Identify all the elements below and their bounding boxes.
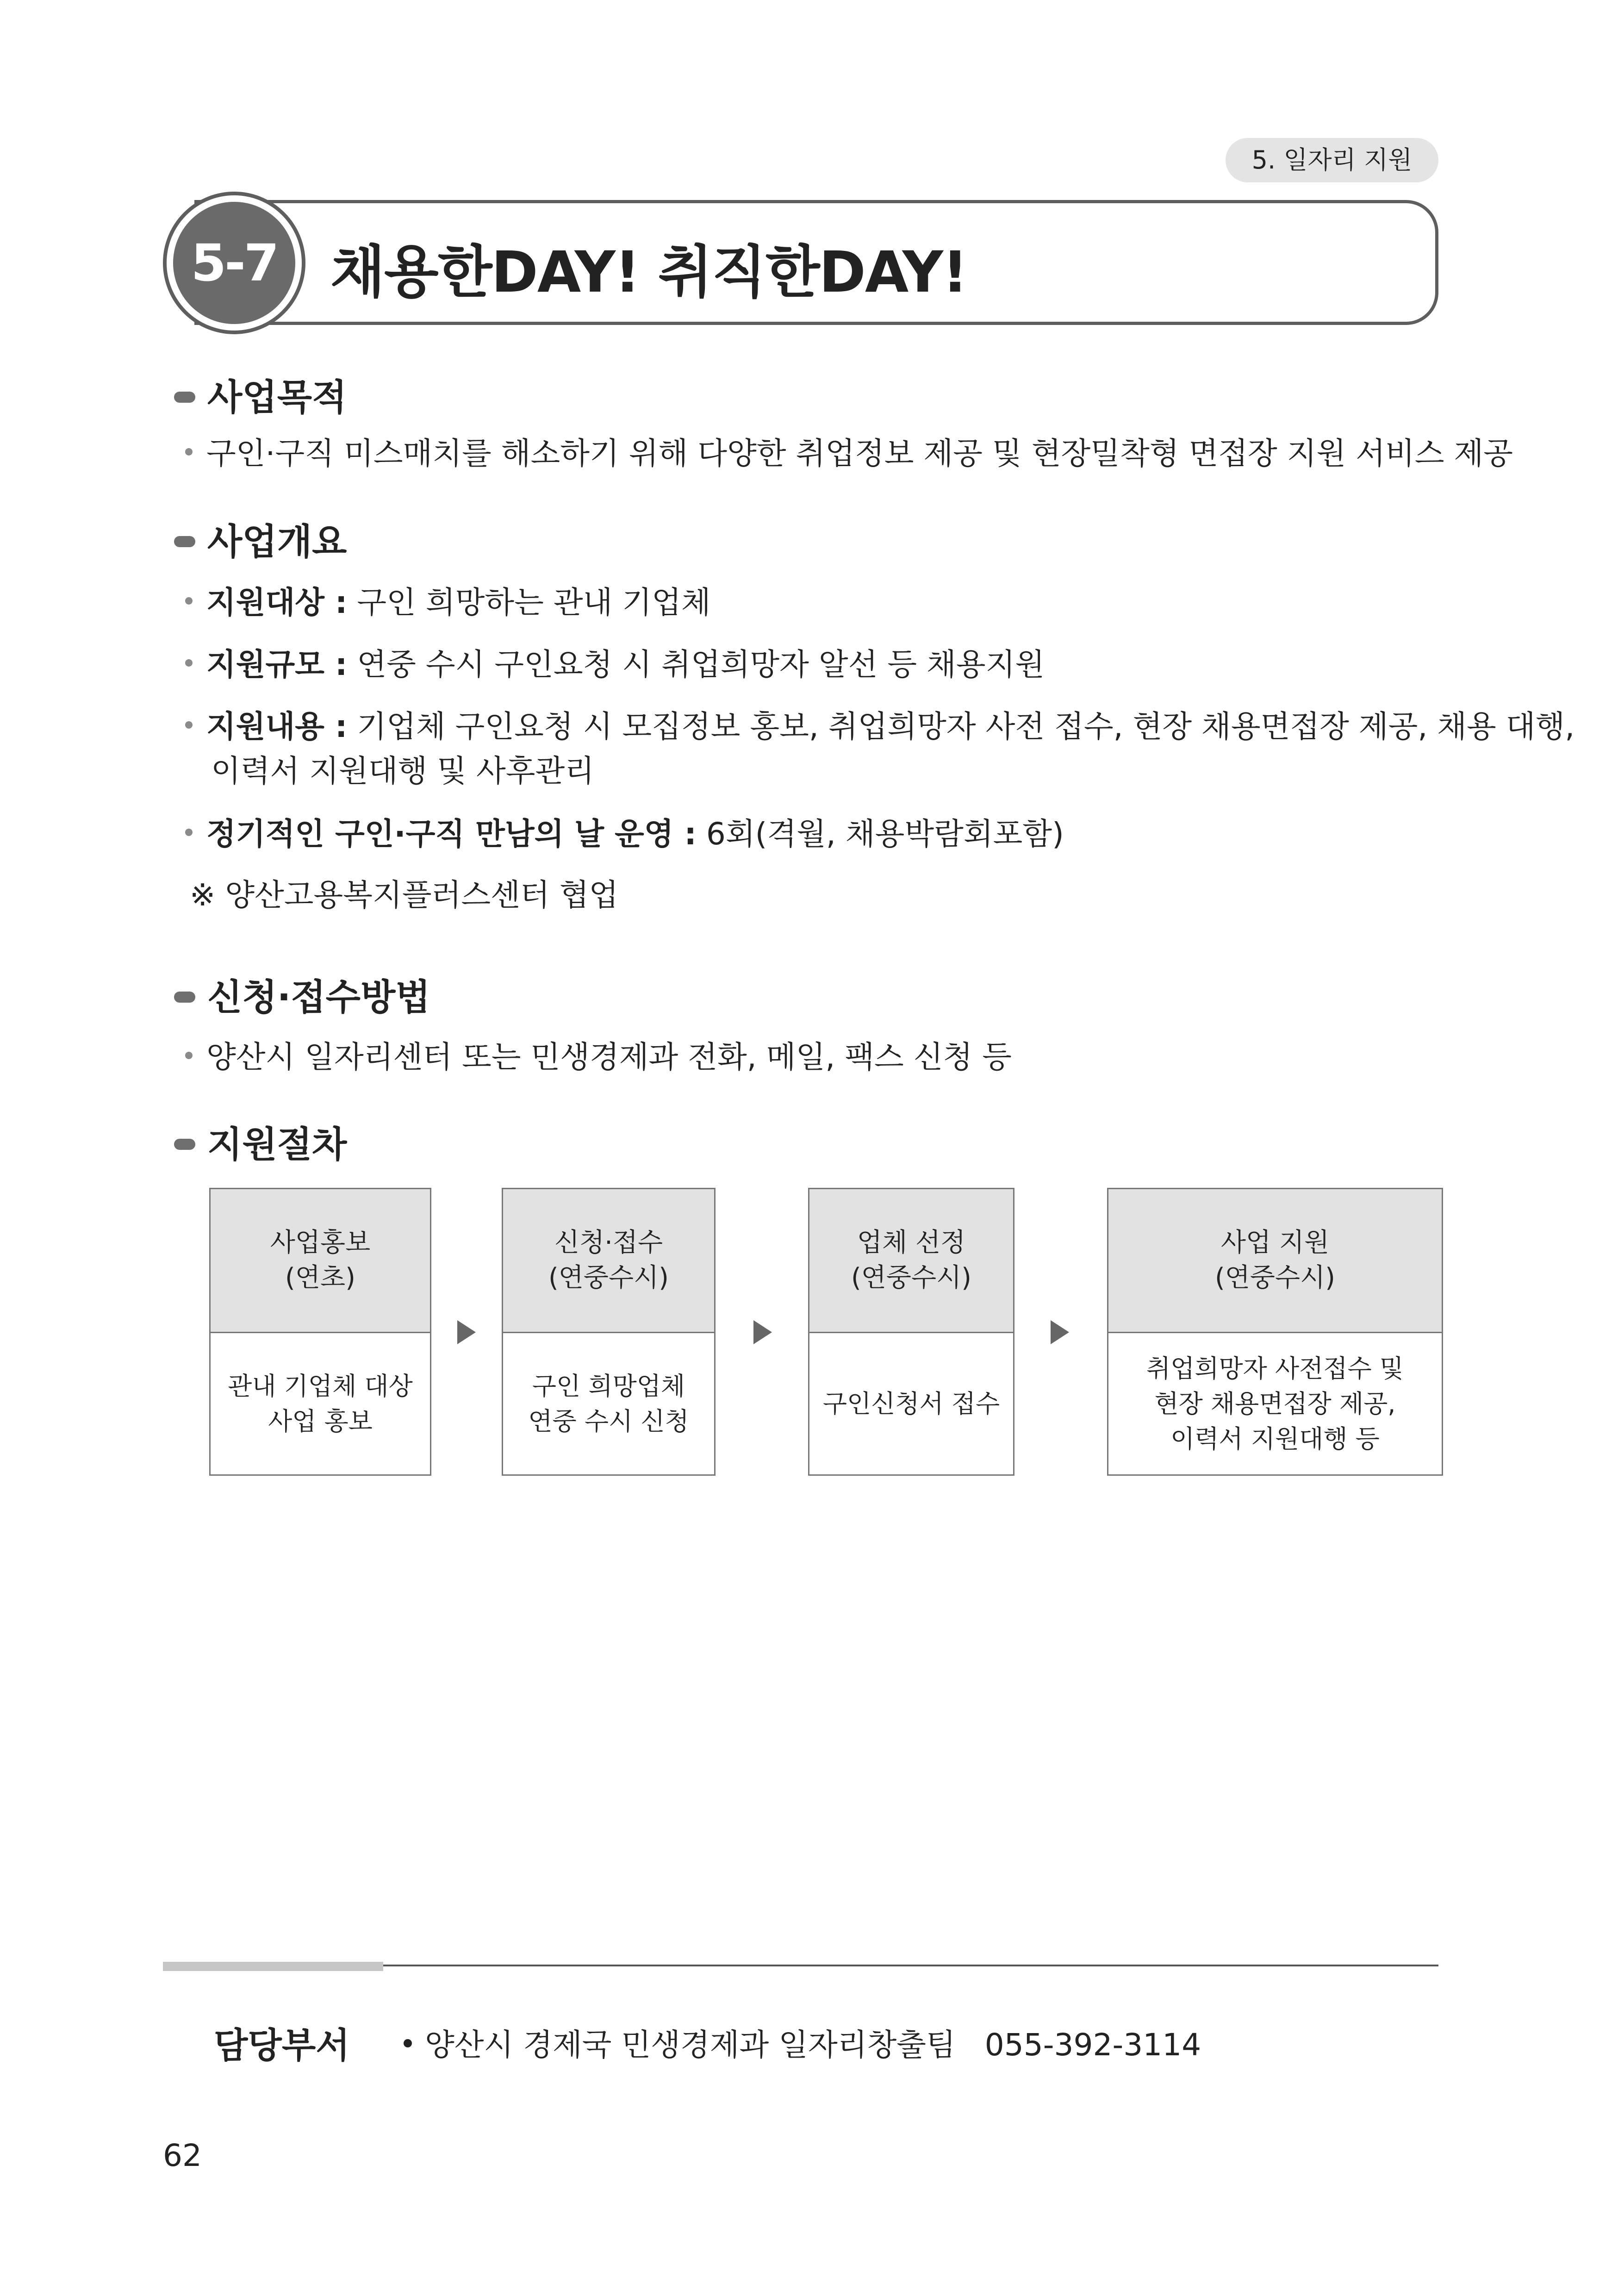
procedure-step-desc: 취업희망자 사전접수 및 현장 채용면접장 제공, 이력서 지원대행 등 [1146, 1354, 1404, 1454]
procedure-step-title: 업체 선정 (연중수시) [809, 1189, 1013, 1333]
section-heading-apply: 신청·접수방법 [174, 968, 430, 1020]
procedure-step [502, 1188, 716, 1476]
section-number: 5-7 [173, 202, 295, 324]
section-heading-purpose: 사업목적 [174, 368, 347, 420]
dept-label: 담당부서 [214, 2025, 350, 2066]
bullet-icon [185, 1052, 193, 1059]
procedure-step-title: 사업홍보 (연초) [211, 1189, 430, 1333]
procedure-step-title: 사업 지원 (연중수시) [1108, 1189, 1442, 1333]
procedure-step [1107, 1188, 1443, 1476]
heading-marker-icon [174, 392, 195, 403]
section-heading-procedure: 지원절차 [174, 1116, 347, 1167]
procedure-step [808, 1188, 1014, 1476]
procedure-step-desc: 구인신청서 접수 [822, 1389, 1000, 1418]
arrow-right-icon [1051, 1320, 1069, 1344]
overview-note: ※ 양산고용복지플러스센터 협업 [190, 877, 619, 913]
purpose-text: 구인·구직 미스매치를 해소하기 위해 다양한 취업정보 제공 및 현장밀착형 면접장 지원 서비스 제공 [185, 429, 1513, 473]
section-heading-overview: 사업개요 [174, 513, 347, 565]
page-title: 채용한DAY! 취직한DAY! [330, 239, 967, 305]
overview-item: 지원내용 : 기업체 구인요청 시 모집정보 홍보, 취업희망자 사전 접수, 현장 채용면접장 제공, 채용 대행, [185, 702, 1574, 746]
bullet-icon [185, 721, 193, 729]
heading-marker-icon [174, 992, 195, 1003]
page-number: 62 [163, 2138, 202, 2173]
procedure-step-desc: 구인 희망업체 연중 수시 신청 [528, 1371, 689, 1436]
bullet-icon [404, 2039, 412, 2047]
arrow-right-icon [753, 1320, 772, 1344]
overview-item: 지원대상 : 구인 희망하는 관내 기업체 [185, 578, 711, 622]
bullet-icon [185, 829, 193, 836]
overview-item: 지원규모 : 연중 수시 구인요청 시 취업희망자 알선 등 채용지원 [185, 640, 1045, 684]
procedure-step-desc: 관내 기업체 대상 사업 홍보 [228, 1371, 413, 1436]
overview-item: 정기적인 구인·구직 만남의 날 운영 : 6회(격월, 채용박람회포함) [185, 809, 1064, 853]
bullet-icon [185, 448, 193, 455]
heading-marker-icon [174, 536, 195, 547]
dept-info: 양산시 경제국 민생경제과 일자리창출팀 055-392-3114 [404, 2020, 1201, 2064]
overview-item-continuation: 이력서 지원대행 및 사후관리 [211, 753, 595, 789]
arrow-right-icon [457, 1320, 476, 1344]
bullet-icon [185, 659, 193, 667]
procedure-step-title: 신청·접수 (연중수시) [503, 1189, 714, 1333]
apply-text: 양산시 일자리센터 또는 민생경제과 전화, 메일, 팩스 신청 등 [185, 1032, 1012, 1076]
chapter-tag: 5. 일자리 지원 [1226, 138, 1438, 182]
heading-marker-icon [174, 1139, 195, 1150]
bullet-icon [185, 597, 193, 605]
footer-divider-accent [163, 1962, 383, 1971]
procedure-step [209, 1188, 431, 1476]
